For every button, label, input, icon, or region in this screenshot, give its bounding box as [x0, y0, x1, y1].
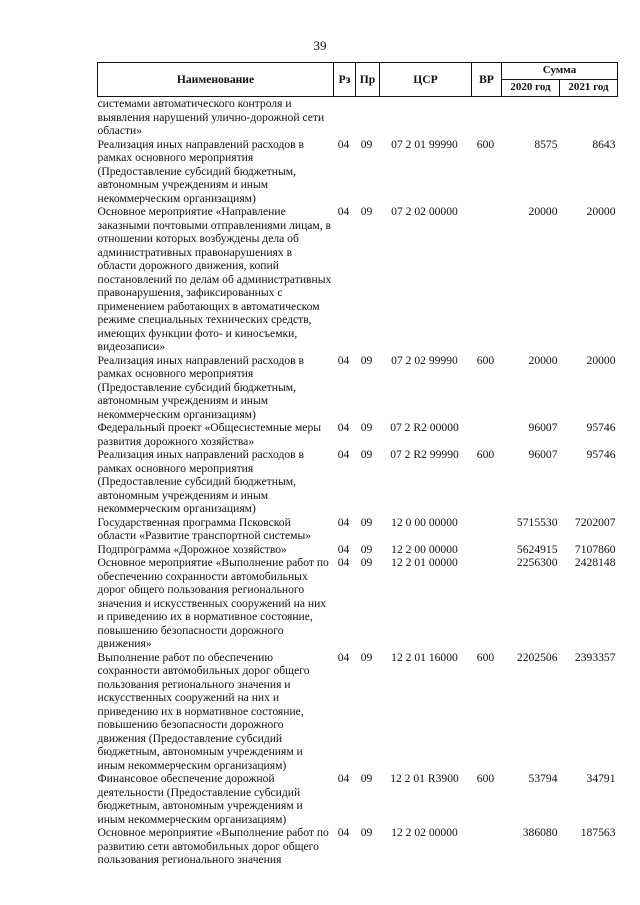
row-vr — [472, 543, 502, 557]
row-2021: 8643 — [592, 137, 616, 151]
page-number: 39 — [313, 38, 327, 53]
row-pr: 09 — [360, 421, 373, 434]
row-2021: 20000 — [586, 205, 616, 218]
row-2021: 95746 — [586, 448, 616, 461]
header-pr: Пр — [356, 63, 380, 97]
row-name: Выполнение работ по обеспечению сохранности автомобильных дорог общего пользования регионального значения и искусственных сооружений на них и приведению их в нормативное состояние, повышению безопасности дорожного движения (Предоставление субсидий бюджетным, автономным учреждениям и иным некоммерческим организациям) — [97, 650, 310, 772]
row-2021 — [560, 97, 618, 138]
row-rz: 04 — [337, 448, 350, 461]
table-row — [98, 205, 618, 354]
row-csr: 07 2 R2 99990 — [390, 448, 459, 461]
row-pr — [356, 97, 380, 138]
header-csr: ЦСР — [380, 63, 472, 97]
table-row — [98, 556, 618, 651]
row-2021: 20000 — [586, 353, 616, 367]
row-2021: 7107860 — [574, 542, 616, 556]
budget-table — [97, 62, 618, 867]
row-2021: 2428148 — [574, 556, 616, 569]
row-rz: 04 — [337, 137, 350, 151]
row-2020: 53794 — [528, 772, 558, 785]
row-vr — [472, 556, 502, 651]
row-pr: 09 — [360, 353, 373, 367]
header-sum: Сумма — [502, 63, 618, 80]
row-name: Основное мероприятие «Направление заказными почтовыми отправлениями лицам, в отношении которых возбуждены дела об административных правонарушениях в области дорожного движения, копий постановлений по делам об административных правонарушения, зафиксированных с применением работающих в автоматическом режиме специальных технических средств, имеющих функции фото- и киносъемки, видеозаписи» — [97, 205, 332, 353]
row-2020: 386080 — [522, 826, 558, 839]
row-rz: 04 — [337, 515, 350, 529]
row-2021: 34791 — [586, 772, 616, 785]
row-csr: 12 2 02 00000 — [391, 826, 458, 839]
row-rz: 04 — [337, 556, 350, 569]
row-2020: 8575 — [534, 137, 558, 151]
row-csr: 07 2 R2 00000 — [390, 421, 459, 434]
row-vr: 600 — [476, 650, 495, 664]
row-csr: 12 2 01 16000 — [391, 650, 458, 664]
row-rz: 04 — [337, 772, 350, 785]
table-row — [98, 138, 618, 206]
row-2020: 2256300 — [516, 556, 558, 569]
row-name: Государственная программа Псковской области «Развитие транспортной системы» — [97, 515, 312, 542]
row-csr: 07 2 02 00000 — [391, 205, 458, 218]
table-row — [98, 826, 618, 867]
row-pr: 09 — [360, 650, 373, 664]
row-csr: 12 2 01 00000 — [391, 556, 458, 569]
row-2020: 2202506 — [516, 650, 558, 664]
row-vr — [472, 205, 502, 354]
row-vr — [472, 97, 502, 138]
row-vr — [472, 516, 502, 543]
table-row — [98, 772, 618, 826]
header-2021: 2021 год — [560, 80, 618, 97]
header-vr: ВР — [472, 63, 502, 97]
row-2020: 20000 — [528, 205, 558, 218]
header-rz: Рз — [334, 63, 356, 97]
row-vr — [472, 826, 502, 867]
row-name: Подпрограмма «Дорожное хозяйство» — [97, 542, 287, 556]
row-rz: 04 — [337, 542, 350, 556]
row-name: Реализация иных направлений расходов в рамках основного мероприятия (Предоставление субсидий бюджетным, автономным учреждениям и иным некоммерческим организациям) — [97, 448, 304, 515]
table-row — [98, 516, 618, 543]
row-vr: 600 — [476, 353, 495, 367]
header-name: Наименование — [98, 63, 334, 97]
row-rz: 04 — [337, 205, 350, 218]
row-pr: 09 — [360, 826, 373, 839]
row-2021: 2393357 — [574, 650, 616, 664]
row-vr: 600 — [476, 772, 495, 785]
row-2021: 7202007 — [574, 515, 616, 529]
row-rz: 04 — [337, 421, 350, 434]
row-csr: 07 2 01 99990 — [391, 137, 458, 151]
row-name: Основное мероприятие «Выполнение работ по развитию сети автомобильных дорог общего пользования регионального значения — [97, 826, 329, 866]
row-pr: 09 — [360, 515, 373, 529]
row-csr — [380, 97, 472, 138]
row-2021: 95746 — [586, 421, 616, 434]
row-pr: 09 — [360, 137, 373, 151]
row-pr: 09 — [360, 556, 373, 569]
row-name: Реализация иных направлений расходов в рамках основного мероприятия (Предоставление субсидий бюджетным, автономным учреждениям и иным некоммерческим организациям) — [97, 137, 304, 205]
table-row — [98, 543, 618, 557]
table-row — [98, 448, 618, 516]
row-csr: 12 2 00 00000 — [391, 542, 458, 556]
row-name: системами автоматического контроля и выявления нарушений улично-дорожной сети области» — [97, 97, 325, 137]
row-pr: 09 — [360, 448, 373, 461]
row-rz: 04 — [337, 650, 350, 664]
row-pr: 09 — [360, 772, 373, 785]
row-2020 — [502, 97, 560, 138]
row-rz: 04 — [337, 353, 350, 367]
header-2020: 2020 год — [502, 80, 560, 97]
row-csr: 12 2 01 R3900 — [390, 772, 459, 785]
row-rz — [334, 97, 356, 138]
row-name: Основное мероприятие «Выполнение работ по обеспечению сохранности автомобильных дорог общего пользования регионального значения и искусственных сооружений на них и приведению их в нормативное состояние, повышению безопасности дорожного движения» — [97, 556, 329, 650]
row-2020: 5715530 — [516, 515, 558, 529]
row-name: Реализация иных направлений расходов в рамках основного мероприятия (Предоставление субсидий бюджетным, автономным учреждениям и иным некоммерческим организациям) — [97, 353, 304, 421]
table-row — [98, 97, 618, 138]
table-row — [98, 354, 618, 422]
row-2020: 96007 — [528, 448, 558, 461]
row-pr: 09 — [360, 542, 373, 556]
row-csr: 12 0 00 00000 — [391, 515, 458, 529]
row-2020: 5624915 — [516, 542, 558, 556]
row-name: Финансовое обеспечение дорожной деятельности (Предоставление субсидий бюджетным, автономным учреждениям и иным некоммерческим организациям) — [97, 772, 303, 826]
table-row — [98, 651, 618, 773]
row-2021: 187563 — [580, 826, 616, 839]
row-2020: 20000 — [528, 353, 558, 367]
table-row — [98, 421, 618, 448]
row-rz: 04 — [337, 826, 350, 839]
row-csr: 07 2 02 99990 — [391, 353, 458, 367]
row-vr: 600 — [476, 448, 495, 461]
row-vr — [472, 421, 502, 448]
row-vr: 600 — [476, 137, 495, 151]
row-2020: 96007 — [528, 421, 558, 434]
row-name: Федеральный проект «Общесистемные меры развития дорожного хозяйства» — [97, 421, 322, 448]
row-pr: 09 — [360, 205, 373, 218]
